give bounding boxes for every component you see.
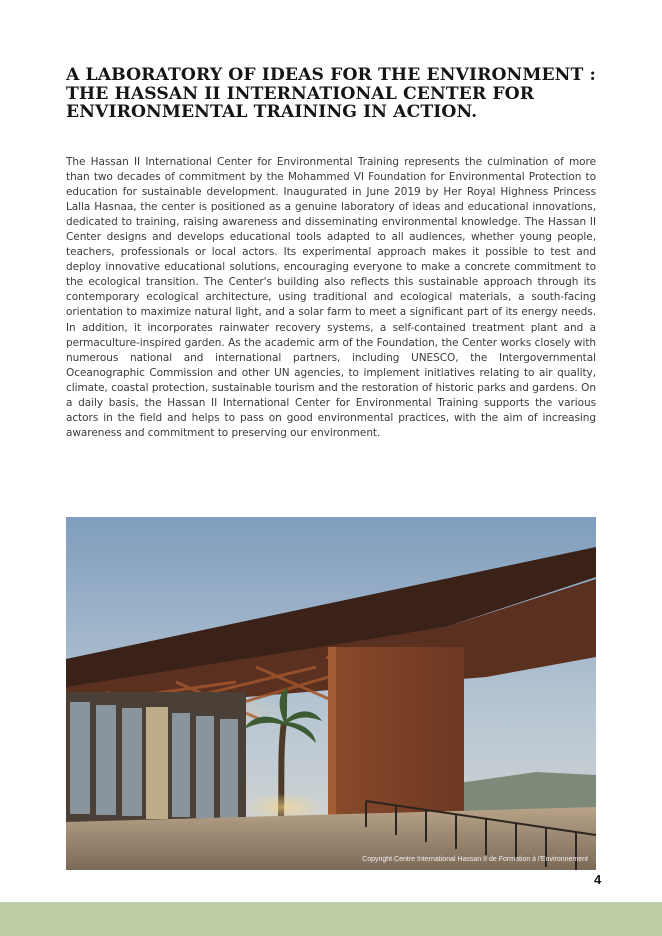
article-title: A LABORATORY OF IDEAS FOR THE ENVIRONMENT : THE HASSAN II INTERNATIONAL CENTER FOR ENVIRONMENTAL TRAINING IN ACTION.: [66, 65, 596, 123]
page-number: 4: [594, 872, 602, 887]
article-body: The Hassan II International Center for Environmental Training represents the culmination of more than two decades of commitment by the Mohammed VI Foundation for Environmental Protection to education for sustainable development. Inaugurated in June 2019 by Her Royal Highness Princess Lalla Hasnaa, the center is positioned as a genuine laboratory of ideas and educational innovations, dedicated to training, raising awareness and disseminating environmental knowledge. The Hassan II Center designs and develops educational tools adapted to all audiences, whether young people, teachers, professionals or local actors. Its experimental approach makes it possible to test and deploy innovative educational solutions, encouraging everyone to make a concrete commitment to the ecological transition. The Center's building also reflects this sustainable approach through its contemporary ecological architecture, using traditional and ecological materials, a south-facing orientation to maximize natural light, and a solar farm to meet a significant part of its energy needs. In addition, it incorporates rainwater recovery systems, a self-contained treatment plant and a permaculture-inspired garden. As the academic arm of the Foundation, the Center works closely with numerous national and international partners, including UNESCO, the Intergovernmental Oceanographic Commission and other UN agencies, to implement initiatives relating to air quality, climate, coastal protection, sustainable tourism and the restoration of historic parks and gardens. On a daily basis, the Hassan II International Center for Environmental Training supports the various actors in the field and helps to pass on good environmental practices, with the aim of increasing awareness and commitment to preserving our environment.: [66, 156, 596, 439]
building-photo: [66, 517, 596, 870]
building-illustration: [66, 517, 596, 870]
footer-band: [0, 902, 662, 936]
photo-credit: Copyright Centre International Hassan II de Formation à l'Environnement: [362, 856, 588, 863]
